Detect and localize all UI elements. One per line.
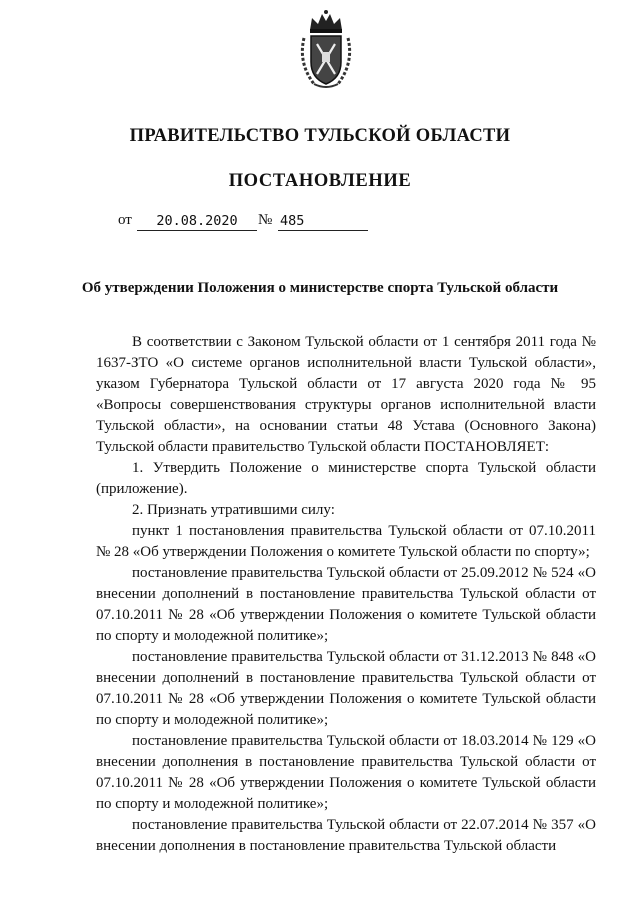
paragraph-repeal-4: постановление правительства Тульской области от 18.03.2014 № 129 «О внесении дополнения в постановление правительства Тульской области от 07.10.2011 № 28 «Об утверждении Положения о комитете Тульской области по спорту и молодежной политике»; — [96, 733, 596, 812]
document-subject: Об утверждении Положения о министерстве спорта Тульской области — [81, 280, 559, 296]
paragraph-item-2: 2. Признать утратившими силу: — [132, 502, 335, 518]
paragraph-repeal-5: постановление правительства Тульской области от 22.07.2014 № 357 «О внесении дополнения в постановление правительства Тульской области — [96, 817, 596, 854]
paragraph-repeal-3: постановление правительства Тульской области от 31.12.2013 № 848 «О внесении дополнений в постановление правительства Тульской области от 07.10.2011 № 28 «Об утверждении Положения о комитете Тульской области по спорту и молодежной политике»; — [96, 649, 596, 728]
number-label: № — [258, 212, 273, 228]
paragraph-preamble: В соответствии с Законом Тульской области от 1 сентября 2011 года № 1637-ЗТО «О системе органов исполнительной власти Тульской области», указом Губернатора Тульской области от 17 августа 2020 года № 95 «Вопросы совершенствования структуры органов исполнительной власти Тульской области», на основании статьи 48 Устава (Основного Закона) Тульской области правительство Тульской области ПОСТАНОВЛЯЕТ: — [96, 334, 596, 455]
organization-title: ПРАВИТЕЛЬСТВО ТУЛЬСКОЙ ОБЛАСТИ — [129, 126, 511, 146]
paragraph-repeal-2: постановление правительства Тульской области от 25.09.2012 № 524 «О внесении дополнений в постановление правительства Тульской области от 07.10.2011 № 28 «Об утверждении Положения о комитете Тульской области по спорту и молодежной политике»; — [96, 565, 596, 644]
document-type-heading: ПОСТАНОВЛЕНИЕ — [228, 171, 412, 191]
date-value: 20.08.2020 — [137, 213, 257, 231]
paragraph-repeal-1: пункт 1 постановления правительства Тульской области от 07.10.2011 № 28 «Об утверждении Положения о комитете Тульской области по спорту»; — [96, 523, 596, 560]
document-body — [96, 332, 596, 857]
paragraph-item-1: 1. Утвердить Положение о министерстве спорта Тульской области (приложение). — [96, 460, 596, 497]
date-number-line — [118, 207, 378, 231]
number-value: 485 — [278, 213, 368, 231]
date-label: от — [118, 212, 132, 228]
tula-coat-of-arms-icon — [296, 8, 356, 92]
